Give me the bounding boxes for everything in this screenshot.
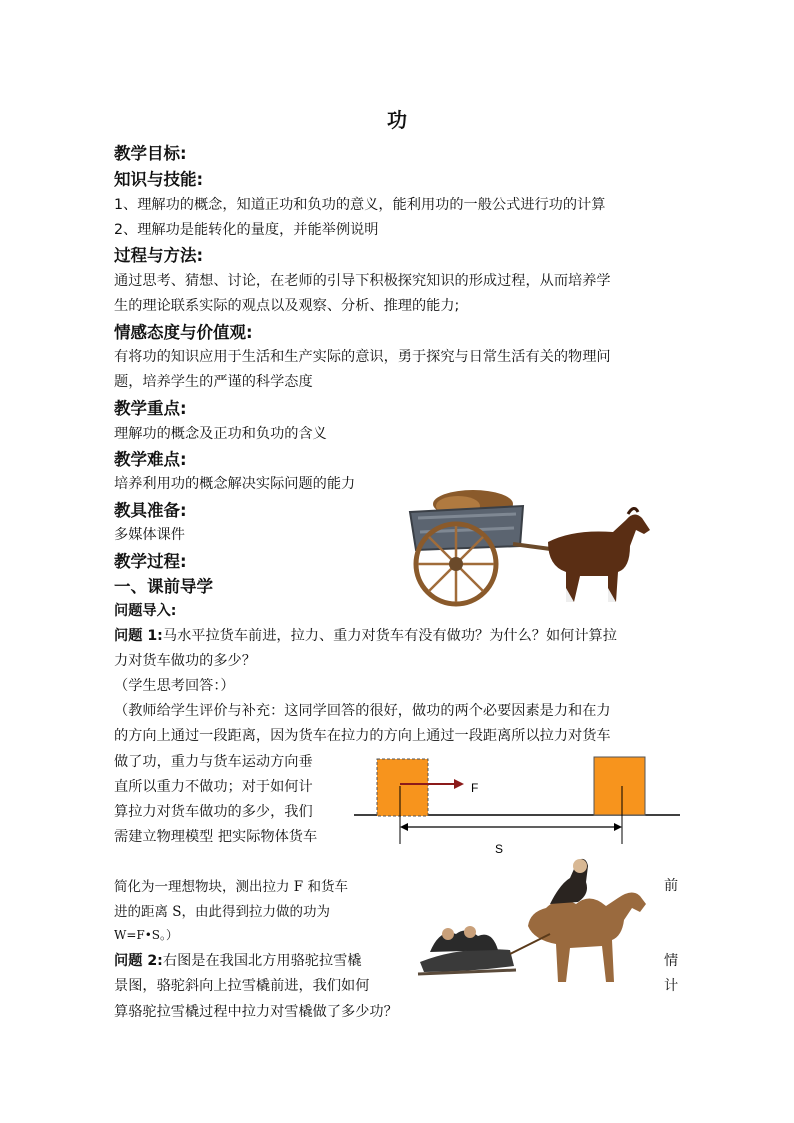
question-1-line-2: 力对货车做功的多少？ <box>114 653 256 669</box>
horse-cart-image <box>398 484 660 610</box>
teacher-line-2: 的方向上通过一段距离，因为货车在拉力的方向上通过一段距离所以拉力对货车 <box>114 728 611 744</box>
teacher-line-5: 算拉力对货车做功的多少，我们 <box>114 804 313 820</box>
heading-process: 过程与方法: <box>114 246 204 265</box>
question-2-label: 问题 2: <box>114 953 163 969</box>
key-points-text: 理解功的概念及正功和负功的含义 <box>114 426 327 442</box>
heading-teaching-goals: 教学目标: <box>114 144 187 163</box>
question-1-text: 马水平拉货车前进，拉力、重力对货车有没有做功？为什么？如何计算拉 <box>162 628 617 644</box>
question-2-line-1-tail: 情 <box>664 953 679 969</box>
process-line-2: 生的理论联系实际的观点以及观察、分析、推理的能力; <box>114 298 460 314</box>
force-label: F <box>471 781 479 795</box>
difficulties-text: 培养利用功的概念解决实际问题的能力 <box>114 476 356 492</box>
block-start <box>377 759 428 816</box>
question-2-line-2: 景图，骆驼斜向上拉雪橇前进，我们如何 <box>114 978 370 994</box>
question-1-label: 问题 1: <box>114 628 163 644</box>
heading-difficulties: 教学难点: <box>114 450 187 469</box>
teacher-line-1: （教师给学生评价与补充：这同学回答的很好，做功的两个必要因素是力和在力 <box>114 703 611 719</box>
teacher-line-3: 做了功，重力与货车运动方向垂 <box>114 754 313 770</box>
question-2-text: 右图是在我国北方用骆驼拉雪橇 <box>162 953 362 969</box>
work-diagram <box>350 752 684 856</box>
heading-teaching-process: 教学过程: <box>114 552 187 571</box>
teacher-line-9: W=F•S。） <box>114 928 179 942</box>
heading-key-points: 教学重点: <box>114 399 187 418</box>
teacher-line-6: 需建立物理模型 把实际物体货车 <box>114 829 318 845</box>
heading-knowledge: 知识与技能: <box>114 170 204 189</box>
tools-text: 多媒体课件 <box>114 527 185 543</box>
question-1-line-1 <box>114 625 617 645</box>
camel-sled-image <box>400 854 662 994</box>
distance-label: S <box>495 842 504 856</box>
knowledge-item-2: 2、理解功是能转化的量度，并能举例说明 <box>114 222 379 238</box>
question-2-line-3: 算骆驼拉雪橇过程中拉力对雪橇做了多少功？ <box>114 1004 398 1020</box>
page-title: 功 <box>387 108 407 132</box>
teacher-line-4: 直所以重力不做功；对于如何计 <box>114 779 313 795</box>
heading-pre-class: 一、课前导学 <box>114 577 213 596</box>
teacher-line-7: 简化为一理想物块，测出拉力 F 和货车 <box>114 879 348 895</box>
teacher-line-8: 进的距离 S，由此得到拉力做的功为 <box>114 904 331 920</box>
heading-intro: 问题导入: <box>114 603 177 619</box>
student-answer: （学生思考回答：） <box>114 678 235 694</box>
process-line-1: 通过思考、猜想、讨论，在老师的引导下积极探究知识的形成过程，从而培养学 <box>114 273 611 289</box>
emotion-line-2: 题，培养学生的严谨的科学态度 <box>114 374 313 390</box>
teacher-line-7-tail: 前 <box>664 878 679 894</box>
block-end <box>594 757 645 815</box>
heading-tools: 教具准备: <box>114 501 187 520</box>
emotion-line-1: 有将功的知识应用于生活和生产实际的意识，勇于探究与日常生活有关的物理问 <box>114 349 611 365</box>
question-2-line-1 <box>114 950 362 970</box>
question-2-line-2-tail: 计 <box>664 978 679 994</box>
heading-emotion: 情感态度与价值观: <box>114 323 253 342</box>
knowledge-item-1: 1、理解功的概念，知道正功和负功的意义，能利用功的一般公式进行功的计算 <box>114 197 606 213</box>
